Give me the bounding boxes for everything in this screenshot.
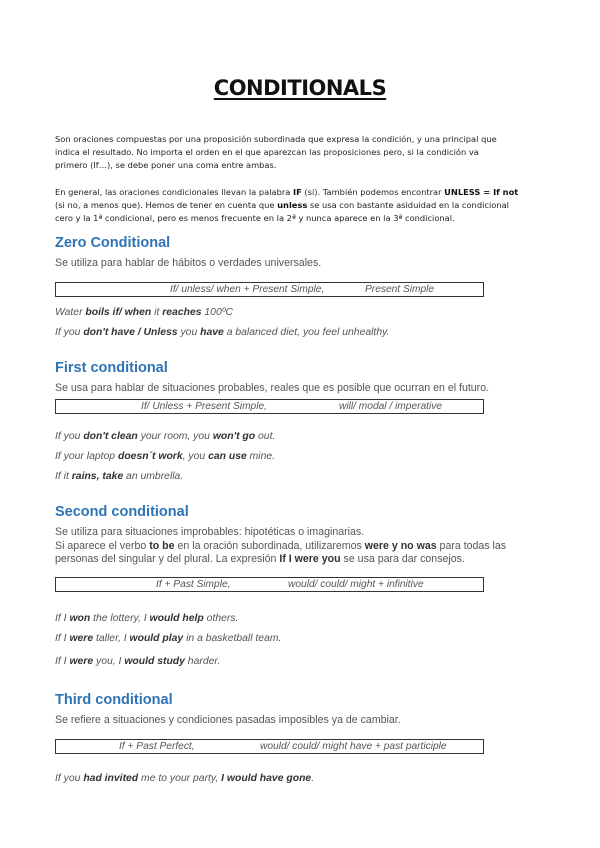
second-example-2: If I were taller, I would play in a basketball team. [55, 633, 282, 644]
first-conditional-formula: If/ Unless + Present Simple, will/ modal / imperative [55, 399, 484, 414]
intro-paragraph-2: En general, las oraciones condicionales llevan la palabra IF (si). También podemos encontrar UNLESS = If not (si no, a menos que). Hemos de tener en cuenta que unless se usa con bastante asiduidad en la condicional cero y la 1ª condicional, pero es menos frecuente en la 2ª y nunca aparece en la 3ª condicional. [55, 187, 519, 223]
third-conditional-formula: If + Past Perfect, would/ could/ might have + past participle [55, 739, 484, 754]
zero-conditional-heading: Zero Conditional [55, 235, 171, 251]
zero-example-1: Water boils if/ when it reaches 100ºC [55, 307, 234, 318]
second-conditional-description: Se utiliza para situaciones improbables: hipotéticas o imaginarias. Si aparece el verbo to be en la oración subordinada, utilizaremos were y no was para todas las personas del singular y del plural. La expresión If I were you se usa para dar consejos. [55, 526, 507, 565]
third-conditional-heading: Third conditional [55, 692, 173, 708]
zero-example-2: If you don't have / Unless you have a balanced diet, you feel unhealthy. [55, 327, 390, 338]
first-conditional-description: Se usa para hablar de situaciones probables, reales que es posible que ocurran en el futuro. [55, 382, 490, 394]
zero-conditional-formula: If/ unless/ when + Present Simple, Present Simple [55, 282, 484, 297]
second-conditional-formula: If + Past Simple, would/ could/ might + infinitive [55, 577, 484, 592]
third-example-1: If you had invited me to your party, I would have gone. [55, 773, 315, 784]
page-title: CONDITIONALS [213, 76, 387, 100]
second-example-3: If I were you, I would study harder. [55, 656, 221, 667]
second-example-1: If I won the lottery, I would help others. [55, 613, 239, 624]
second-conditional-heading: Second conditional [55, 504, 189, 520]
intro-paragraph-1: Son oraciones compuestas por una proposición subordinada que expresa la condición, y una principal que indica el resultado. No importa el orden en el que aparezcan las proposiciones pero, si la condición va primero (If…), se debe poner una coma entre ambas. [55, 134, 497, 170]
zero-conditional-description: Se utiliza para hablar de hábitos o verdades universales. [55, 257, 322, 269]
first-example-2: If your laptop doesn´t work, you can use mine. [55, 451, 276, 462]
first-conditional-heading: First conditional [55, 360, 168, 376]
first-example-3: If it rains, take an umbrella. [55, 471, 184, 482]
third-conditional-description: Se refiere a situaciones y condiciones pasadas imposibles ya de cambiar. [55, 714, 401, 726]
first-example-1: If you don't clean your room, you won't go out. [55, 431, 276, 442]
